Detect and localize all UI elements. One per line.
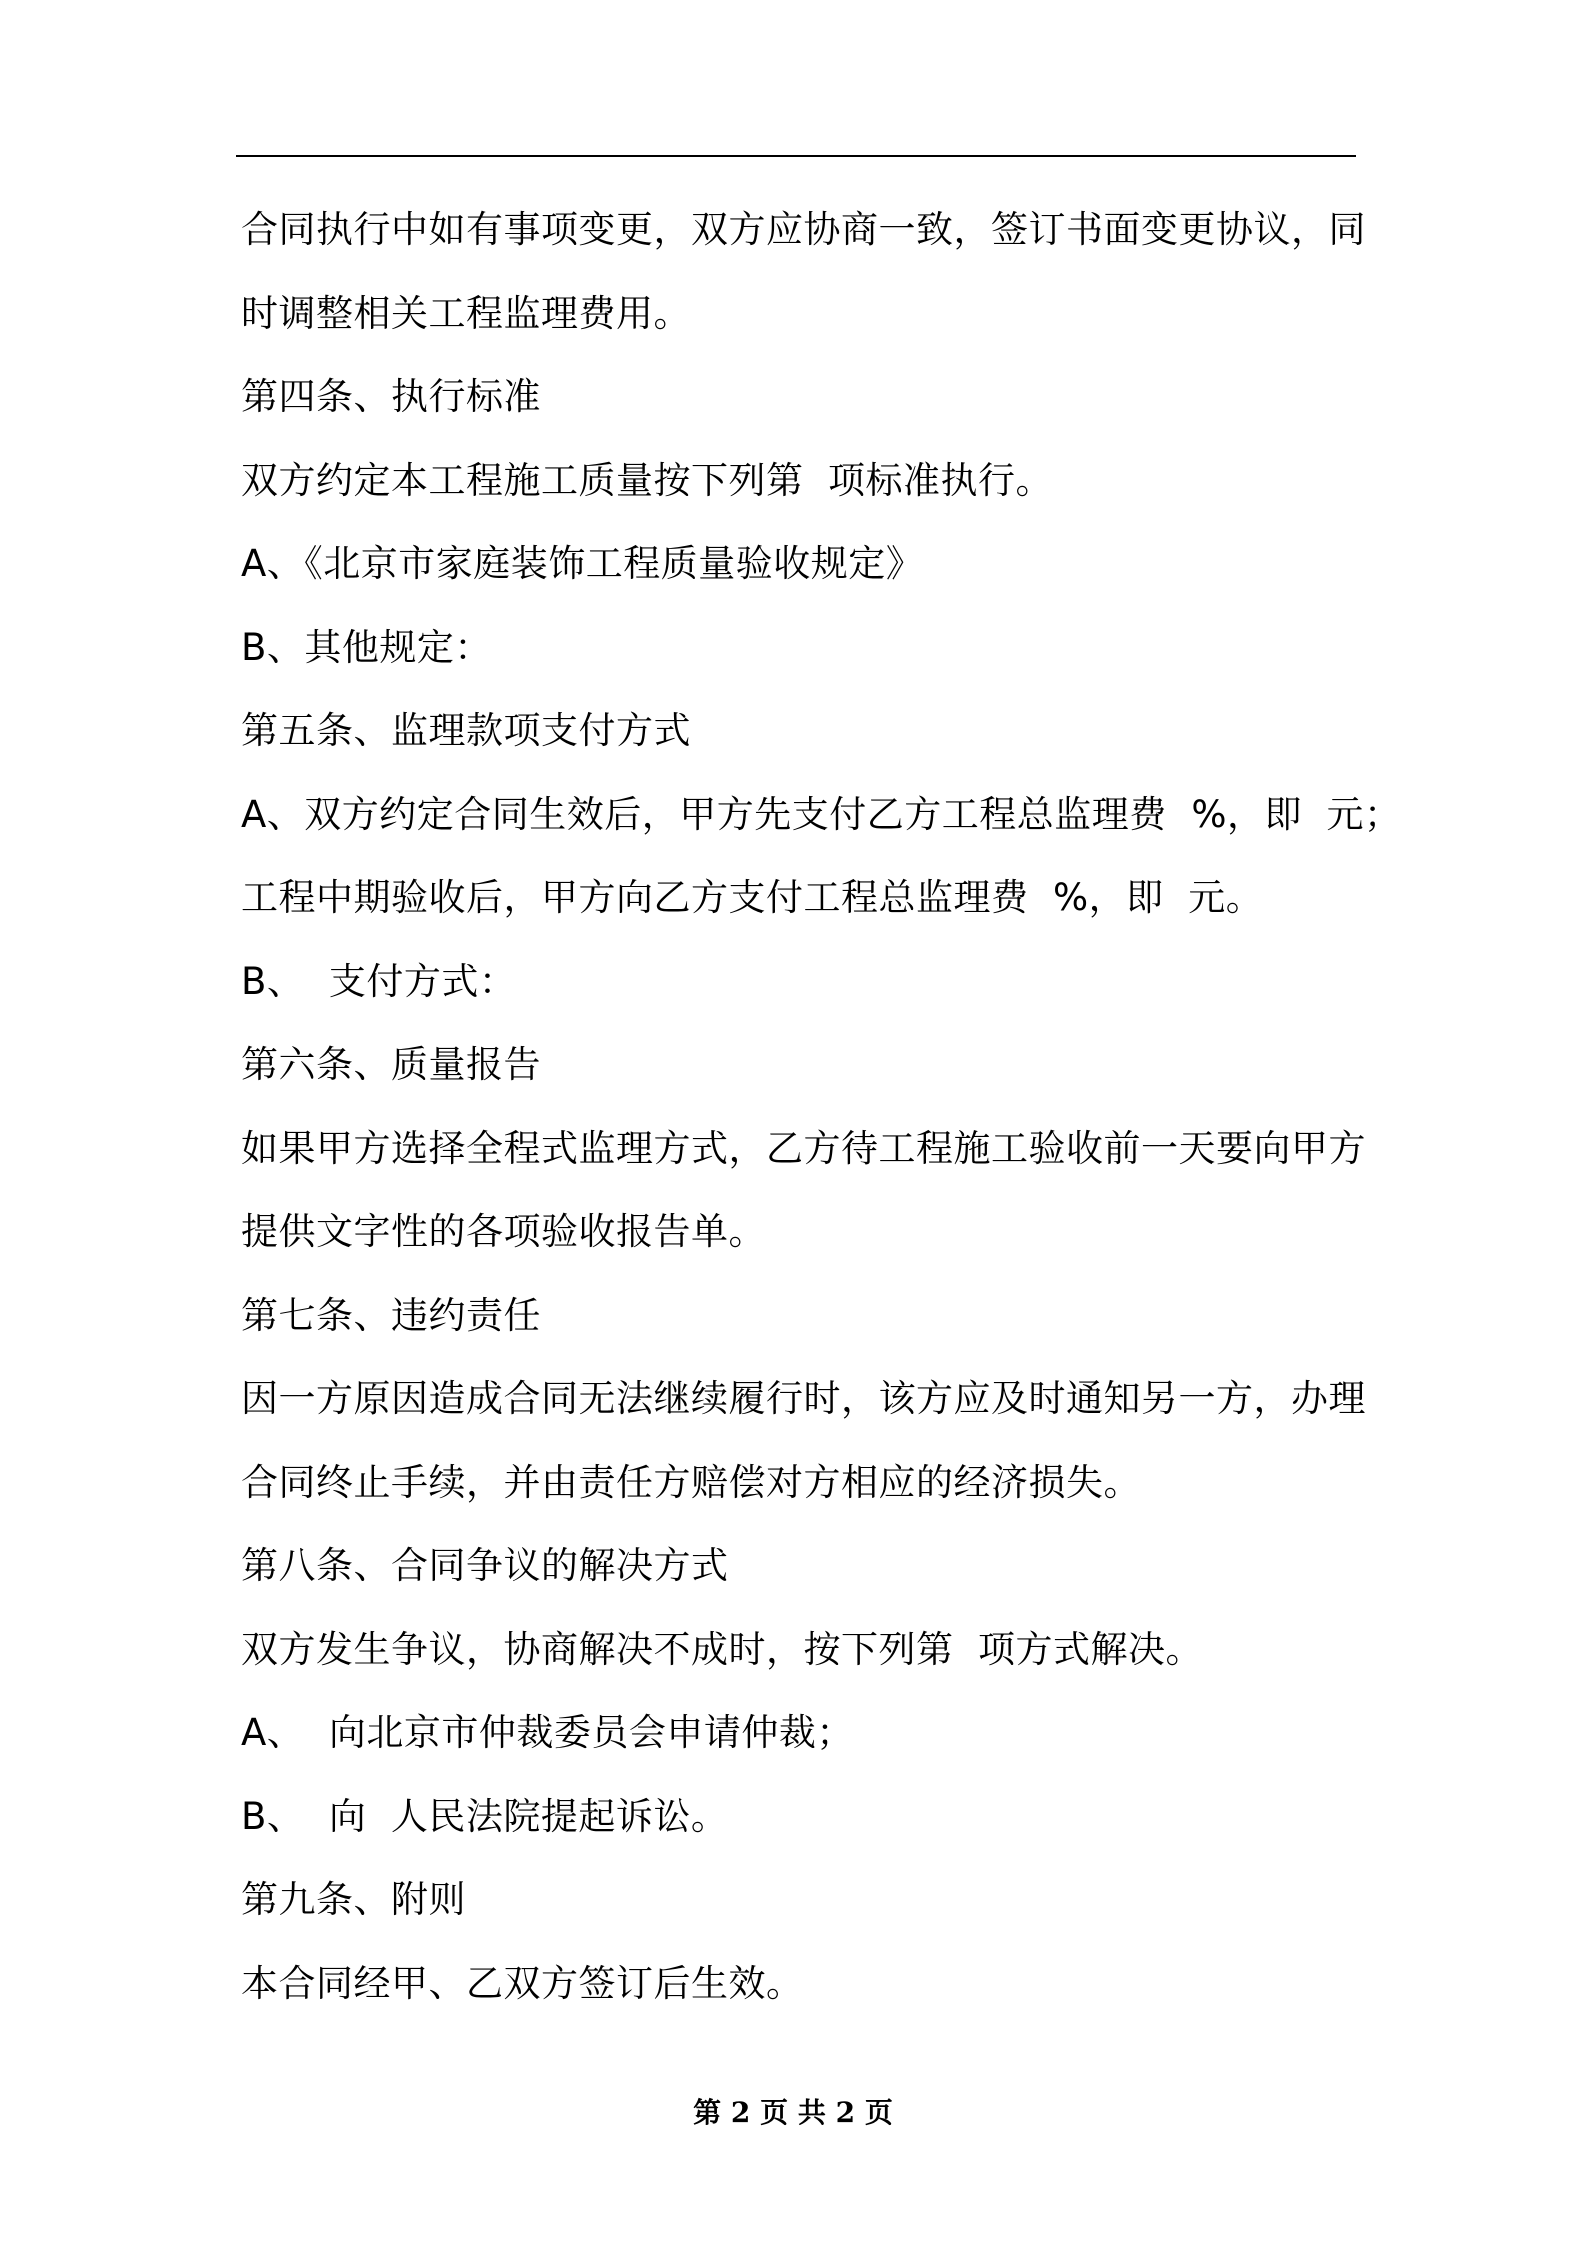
header-rule xyxy=(236,155,1356,157)
paragraph-line: 如果甲方选择全程式监理方式，乙方待工程施工验收前一天要向甲方 xyxy=(241,1126,1366,1170)
list-item: A、《北京市家庭装饰工程质量验收规定》 xyxy=(241,542,924,585)
paragraph-line: 本合同经甲、乙双方签订后生效。 xyxy=(241,1961,804,2005)
paragraph-line: 因一方原因造成合同无法继续履行时，该方应及时通知另一方，办理 xyxy=(241,1377,1366,1420)
paragraph-line: 合同执行中如有事项变更，双方应协商一致，签订书面变更协议，同 xyxy=(241,208,1366,251)
paragraph-line: 时调整相关工程监理费用。 xyxy=(241,291,691,335)
section-heading: 第七条、违约责任 xyxy=(241,1293,541,1337)
section-heading: 第九条、附则 xyxy=(241,1878,466,1921)
section-heading: 第六条、质量报告 xyxy=(241,1043,541,1086)
list-item: B、 支付方式： xyxy=(241,959,517,1003)
paragraph-line: 工程中期验收后，甲方向乙方支付工程总监理费 %，即 元。 xyxy=(241,876,1264,919)
list-item: B、 向 人民法院提起诉讼。 xyxy=(241,1794,729,1838)
section-heading: 第四条、执行标准 xyxy=(241,375,541,418)
section-heading: 第五条、监理款项支付方式 xyxy=(241,709,691,752)
document-body xyxy=(241,198,1402,2035)
section-heading: 第八条、合同争议的解决方式 xyxy=(241,1544,729,1587)
paragraph-line: 双方约定本工程施工质量按下列第 项标准执行。 xyxy=(241,458,1054,502)
list-item: B、其他规定： xyxy=(241,625,492,669)
paragraph-line: 合同终止手续，并由责任方赔偿对方相应的经济损失。 xyxy=(241,1460,1141,1504)
paragraph-line: 双方发生争议，协商解决不成时，按下列第 项方式解决。 xyxy=(241,1627,1204,1671)
list-item: A、双方约定合同生效后，甲方先支付乙方工程总监理费 %，即 元； xyxy=(241,792,1402,836)
list-item: A、 向北京市仲裁委员会申请仲裁； xyxy=(241,1711,854,1754)
paragraph-line: 提供文字性的各项验收报告单。 xyxy=(241,1210,766,1253)
page-number-footer: 第 2 页 共 2 页 xyxy=(693,2096,893,2129)
